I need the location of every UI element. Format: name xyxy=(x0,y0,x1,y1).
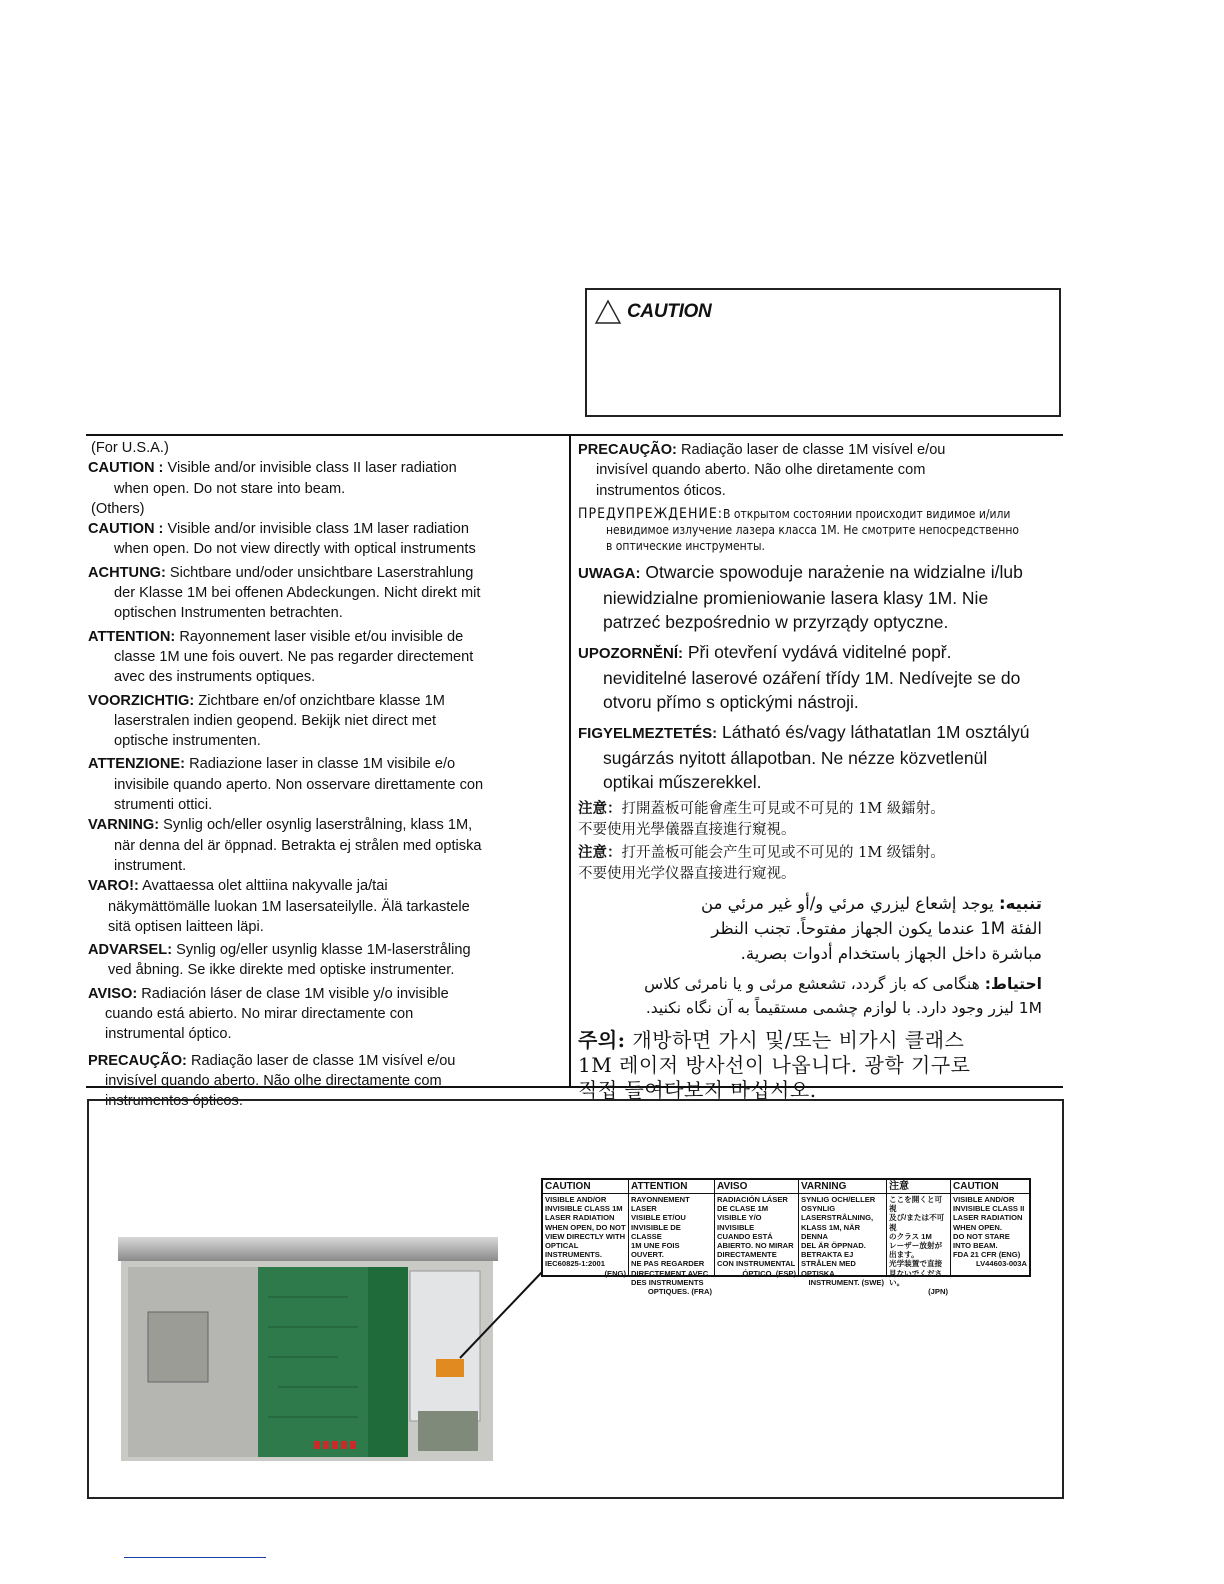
uwaga: UWAGA: Otwarcie spowoduje narażenie na widzialne i/lub niewidzialne promieniowanie lasera klasy 1M. Nie patrzeć bezpośrednio w przyrządy optyczne. xyxy=(578,561,1023,632)
sticker-cell-line: DO NOT STARE xyxy=(953,1231,1010,1241)
korean-warning: 주의: 개방하면 가시 및/또는 비가시 클래스 1M 레이저 방사선이 나옵니다. 광학 기구로 직접 들여다보지 마십시오. xyxy=(578,1027,971,1102)
sticker-cell-code: OPTIQUES. (FRA) xyxy=(647,1287,712,1297)
precaucao-pt: PRECAUÇÃO: Radiação laser de classe 1M visível e/ou invisível quando aberto. Não olhe directamente com instrumentos ópticos. xyxy=(88,1052,456,1110)
sticker-cell-heading: CAUTION xyxy=(543,1181,628,1194)
sticker-cell-line: NE PAS REGARDER xyxy=(631,1259,705,1269)
figyelmeztetes: FIGYELMEZTETÉS: Látható és/vagy láthatatlan 1M osztályú sugárzás nyitott állapotban. Ne nézze közvetlenül optikai műszerekkel. xyxy=(578,721,1030,792)
sticker-cell xyxy=(951,1180,1029,1275)
sticker-cell-line: ABIERTO. NO MIRAR xyxy=(717,1241,794,1251)
sticker-cell-line: RAYONNEMENT LASER xyxy=(631,1195,690,1214)
sticker-cell-line: CON INSTRUMENTAL xyxy=(717,1259,796,1269)
sticker-cell-line: LASER RADIATION xyxy=(545,1213,615,1223)
sticker-cell-line: KLASS 1M, NÄR DENNA xyxy=(801,1222,861,1241)
sticker-cell-line: のクラス 1M xyxy=(889,1231,932,1241)
caution-usa: CAUTION : Visible and/or invisible class II laser radiation when open. Do not stare into beam. xyxy=(88,460,457,497)
sticker-cell-line: LASERSTRÅLNING, xyxy=(801,1213,874,1223)
sticker-cell-heading: CAUTION xyxy=(951,1181,1029,1194)
sticker-cell-line: VISIBLE AND/OR xyxy=(545,1195,607,1204)
sticker-cell-code: LV44603-003A xyxy=(976,1259,1027,1269)
sticker-cell-line: 見ないでください。 xyxy=(889,1268,943,1287)
sticker-cell-line: CUANDO ESTÁ xyxy=(717,1231,773,1241)
sticker-cell-heading: ATTENTION xyxy=(629,1181,714,1194)
sticker-cell-line: RADIACIÓN LÁSER xyxy=(717,1195,788,1204)
sticker-cell-line: IEC60825-1:2001 xyxy=(545,1259,605,1269)
right-warning-column xyxy=(578,440,1068,1103)
sticker-cell-line: VISIBLE ET/OU xyxy=(631,1213,686,1223)
sticker-cell-line: VISIBLE Y/O INVISIBLE xyxy=(717,1213,762,1232)
sticker-cell xyxy=(715,1180,799,1278)
sticker-cell-heading: AVISO xyxy=(715,1181,798,1194)
attenzione: ATTENZIONE: Radiazione laser in classe 1M visibile e/o invisibile quando aperto. Non osservare direttamente con strumenti ottici. xyxy=(88,756,484,814)
sticker-cell-code: (JPN) xyxy=(928,1287,948,1297)
varning: VARNING: Synlig och/eller osynlig laserstrålning, klass 1M, när denna del är öppnad. Betrakta ej strålen med optiska instrument. xyxy=(88,817,482,874)
arabic-warning: تنبيه: يوجد إشعاع ليزري مرئي و/أو غير مرئي من الفئة 1M عندما يكون الجهاز مفتوحاً. تجنب النظر مباشرة داخل الجهاز باستخدام أدوات بصرية. xyxy=(701,893,1042,963)
sticker-cell-line: 出ます。 xyxy=(889,1250,919,1260)
warning-triangle-icon xyxy=(595,300,621,324)
sticker-cell-line: INTO BEAM. xyxy=(953,1241,998,1251)
sticker-cell-line: STRÅLEN MED OPTISKA xyxy=(801,1259,856,1278)
sticker-cell xyxy=(799,1180,887,1287)
device-interior-photo xyxy=(118,1237,498,1463)
caution-others: CAUTION : Visible and/or invisible class 1M laser radiation when open. Do not view directly with optical instruments xyxy=(88,521,476,558)
pointer-line xyxy=(460,1270,544,1360)
sticker-cell-line: ここを開くと可視 xyxy=(889,1195,943,1214)
sticker-cell-code: ÓPTICO. (ESP) xyxy=(742,1268,796,1278)
chinese-traditional: 注意：打開蓋板可能會產生可見或不可見的 1M 級鐳射。 不要使用光學儀器直接進行窺視。 xyxy=(578,799,945,838)
sticker-cell-line: 光学装置で直接 xyxy=(889,1259,943,1269)
sticker-cell-line: SYNLIG OCH/ELLER xyxy=(801,1195,876,1204)
sticker-cell-line: INVISIBLE CLASS 1M xyxy=(545,1204,623,1214)
chinese-simplified: 注意：打开盖板可能会产生可见或不可见的 1M 级镭射。 不要使用光学仪器直接进行窥视。 xyxy=(578,843,945,882)
sticker-cell-line: INVISIBLE DE CLASSE xyxy=(631,1222,681,1241)
voorzichtig: VOORZICHTIG: Zichtbare en/of onzichtbare klasse 1M laserstralen indien geopend. Bekijk niet direct met optische instrumenten. xyxy=(88,692,445,750)
upozorneni: UPOZORNĚNÍ: Při otevření vydává viditelné popř. neviditelné laserové ozáření třídy 1M. Nedívejte se do otvoru přímo s optickými nástroji. xyxy=(578,641,1021,712)
caution-title: CAUTION xyxy=(627,301,712,322)
table-column-divider xyxy=(569,434,571,1088)
advarsel: ADVARSEL: Synlig og/eller usynlig klasse 1M-laserstråling ved åbning. Se ikke direkte med optiske instrumenter. xyxy=(88,942,471,979)
sticker-cell xyxy=(543,1180,629,1278)
sticker-cell-code: INSTRUMENT. (SWE) xyxy=(808,1277,884,1287)
sticker-cell-line: 及び/または不可視 xyxy=(889,1213,945,1232)
sticker-cell-code: (ENG) xyxy=(604,1268,626,1278)
header-usa: (For U.S.A.) xyxy=(91,440,169,456)
russian-warning: ПРЕДУПРЕЖДЕНИЕ:В открытом состоянии происходит видимое и/или невидимое излучение лазера класса 1M. Не смотрите непосредственно в оптические инструменты. xyxy=(578,505,1020,553)
persian-warning: احتیاط: هنگامی که باز گردد، تشعشع مرئی و یا نامرئی کلاس 1M لیزر وجود دارد. با لوازم چشمی مستقیماً به آن نگاه نکنید. xyxy=(644,974,1042,1017)
footer-rule xyxy=(124,1557,266,1558)
aviso: AVISO: Radiación láser de clase 1M visible y/o invisible cuando está abierto. No mirar directamente con instrumental óptico. xyxy=(88,985,449,1043)
header-others: (Others) xyxy=(91,500,145,517)
sticker-cell-line: OSYNLIG xyxy=(801,1204,836,1214)
sticker-cell xyxy=(629,1180,715,1297)
sticker-cell-line: DEL ÄR ÖPPNAD. xyxy=(801,1241,866,1251)
sticker-cell xyxy=(887,1180,951,1297)
sticker-cell-line: WHEN OPEN. xyxy=(953,1222,1002,1232)
sticker-cell-line: 1M UNE FOIS OUVERT. xyxy=(631,1241,680,1260)
sticker-cell-line: レーザー放射が xyxy=(889,1241,943,1251)
varo: VARO!: Avattaessa olet alttiina nakyvalle ja/tai näkymättömälle luokan 1M lasersateilylle. Älä tarkastele sitä optisen laitteen läpi. xyxy=(88,878,470,935)
sticker-cell-line: DE CLASE 1M xyxy=(717,1204,769,1214)
sticker-cell-line: BETRAKTA EJ xyxy=(801,1250,854,1260)
caution-box xyxy=(585,288,1061,417)
sticker-cell-line: INVISIBLE CLASS II xyxy=(953,1204,1025,1214)
sticker-cell-heading: 注意 xyxy=(887,1181,950,1194)
precaucao-br: PRECAUÇÃO: Radiação laser de classe 1M visível e/ou invisível quando aberto. Não olhe diretamente com instrumentos óticos. xyxy=(578,442,946,499)
achtung: ACHTUNG: Sichtbare und/oder unsichtbare Laserstrahlung der Klasse 1M bei offenen Abdeckungen. Nicht direkt mit optischen Instrumenten betrachten. xyxy=(88,564,481,622)
sticker-cell-line: DIRECTEMENT AVEC xyxy=(631,1268,709,1278)
sticker-cell-line: DES INSTRUMENTS xyxy=(631,1277,704,1287)
sticker-cell-line: FDA 21 CFR (ENG) xyxy=(953,1250,1021,1260)
sticker-cell-line: OPTICAL INSTRUMENTS. xyxy=(545,1241,602,1260)
laser-warning-sticker xyxy=(541,1178,1031,1297)
left-warning-column xyxy=(88,438,556,1112)
sticker-cell-line: WHEN OPEN, DO NOT xyxy=(545,1222,626,1232)
attention: ATTENTION: Rayonnement laser visible et/ou invisible de classe 1M une fois ouvert. Ne pas regarder directement avec des instruments optiques. xyxy=(88,628,474,686)
sticker-cell-line: VIEW DIRECTLY WITH xyxy=(545,1231,626,1241)
table-top-rule xyxy=(86,434,1063,436)
sticker-cell-line: DIRECTAMENTE xyxy=(717,1250,777,1260)
sticker-cell-line: VISIBLE AND/OR xyxy=(953,1195,1015,1204)
sticker-cell-heading: VARNING xyxy=(799,1181,886,1194)
sticker-cell-line: LASER RADIATION xyxy=(953,1213,1023,1223)
